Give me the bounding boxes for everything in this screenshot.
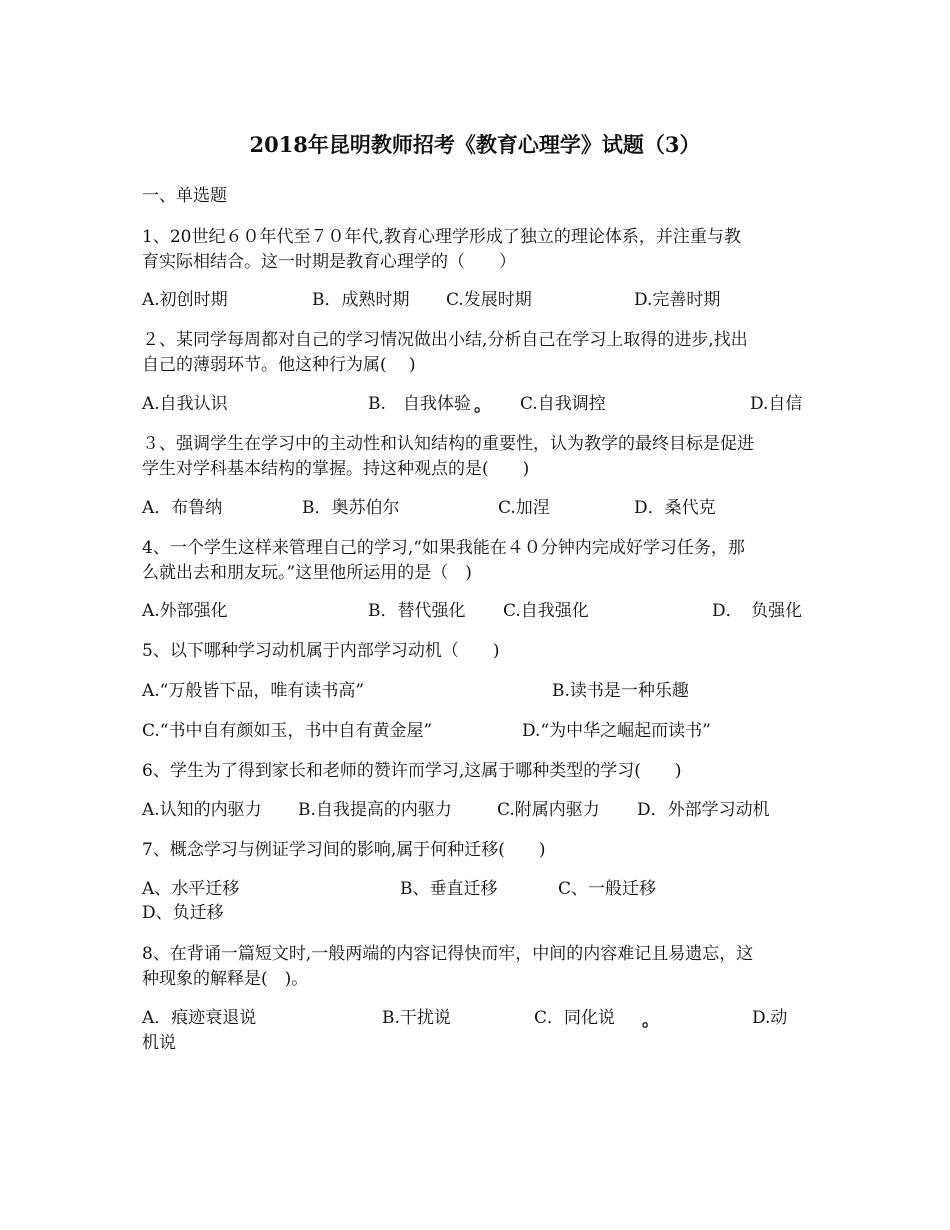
question-7-option-b: B、垂直迁移 (400, 879, 498, 899)
question-8-stray-mark: 。 (642, 1011, 659, 1031)
question-7-option-a: A、水平迁移 (142, 879, 240, 899)
question-4-option-a: A.外部强化 (142, 601, 228, 621)
question-6-option-b: B.自我提高的内驱力 (298, 800, 452, 820)
question-6-option-a: A.认知的内驱力 (142, 800, 262, 820)
question-3-option-d: D．桑代克 (634, 498, 716, 518)
question-4-option-c: C.自我强化 (503, 601, 589, 621)
question-8-stem-line-2: 种现象的解释是( )。 (142, 969, 309, 989)
question-3-stem-line-2: 学生对学科基本结构的掌握。持这种观点的是( ) (142, 459, 530, 479)
question-7-stem: 7、概念学习与例证学习间的影响,属于何种迁移( ) (142, 840, 546, 860)
question-8-stem-line-1: 8、在背诵一篇短文时,一般两端的内容记得快而牢，中间的内容难记且易遗忘，这 (142, 944, 754, 964)
question-7-option-d: D、负迁移 (142, 903, 224, 923)
question-4-stem-line-1: 4、一个学生这样来管理自己的学习,“如果我能在４０分钟内完成好学习任务，那 (142, 538, 745, 558)
page-title: 2018年昆明教师招考《教育心理学》试题（3） (249, 132, 701, 157)
question-5-option-c: C.“书中自有颜如玉，书中自有黄金屋” (142, 721, 433, 741)
question-4-stem-line-2: 么就出去和朋友玩。”这里他所运用的是（ ) (142, 563, 472, 583)
question-5-option-b: B.读书是一种乐趣 (552, 681, 689, 701)
question-6-option-d: D．外部学习动机 (637, 800, 770, 820)
question-3-option-b: B．奥苏伯尔 (302, 498, 400, 518)
question-5-option-d: D.“为中华之崛起而读书” (522, 721, 711, 741)
question-7-option-c: C、一般迁移 (558, 879, 657, 899)
question-5-stem: 5、以下哪种学习动机属于内部学习动机（ ) (142, 641, 500, 661)
question-8-option-d-wrap: 机说 (142, 1033, 176, 1053)
question-2-stem-line-1: ２、某同学每周都对自己的学习情况做出小结,分析自己在学习上取得的进步,找出 (142, 330, 748, 350)
question-1-stem-line-2: 育实际相结合。这一时期是教育心理学的（ ） (142, 252, 516, 272)
question-2-option-a: A.自我认识 (142, 394, 228, 414)
question-6-option-c: C.附属内驱力 (497, 800, 600, 820)
question-3-stem-line-1: ３、强调学生在学习中的主动性和认知结构的重要性，认为教学的最终目标是促进 (142, 434, 754, 454)
question-2-stem-line-2: 自己的薄弱环节。他这种行为属( ) (142, 355, 416, 375)
question-3-option-a: A．布鲁纳 (142, 498, 223, 518)
question-8-option-a: A．痕迹衰退说 (142, 1008, 257, 1028)
question-1-option-c: C.发展时期 (446, 290, 532, 310)
question-5-option-a: A.“万般皆下品，唯有读书高” (142, 681, 365, 701)
question-2-option-d: D.自信 (750, 394, 803, 414)
question-1-stem-line-1: 1、20世纪６０年代至７０年代,教育心理学形成了独立的理论体系，并注重与教 (142, 227, 741, 247)
question-1-option-b: B．成熟时期 (312, 290, 410, 310)
section-heading: 一、单选题 (142, 186, 227, 206)
question-8-option-c: C．同化说 (534, 1008, 616, 1028)
question-6-stem: 6、学生为了得到家长和老师的赞许而学习,这属于哪种类型的学习( ) (142, 761, 682, 781)
question-1-option-a: A.初创时期 (142, 290, 228, 310)
question-2-stray-mark: 。 (474, 396, 491, 416)
question-2-option-b: B. 自我体验 (368, 394, 471, 414)
question-8-option-b: B.干扰说 (382, 1008, 451, 1028)
question-2-option-c: C.自我调控 (520, 394, 606, 414)
question-3-option-c: C.加涅 (498, 498, 550, 518)
question-1-option-d: D.完善时期 (634, 290, 721, 310)
question-8-option-d: D.动 (752, 1008, 788, 1028)
question-4-option-b: B．替代强化 (368, 601, 466, 621)
question-4-option-d: D． 负强化 (712, 601, 803, 621)
